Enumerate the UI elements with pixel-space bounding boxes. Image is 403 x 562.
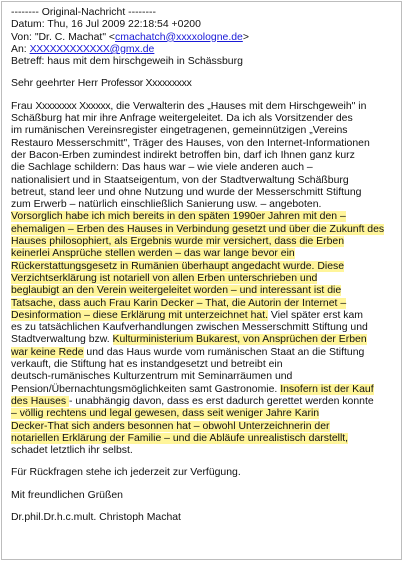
body-line: schadet letztlich ihr selbst. <box>11 445 133 457</box>
highlighted-line: Hauses philosophiert, als Ergebnis wurde mir versichert, dass die Erben <box>11 236 344 248</box>
body-line: zum Erwerb – natürlich einschließlich Sanierung usw. – angeboten. <box>11 199 322 211</box>
redacted-name: Xxxxxxxx Xxxxxx <box>35 100 111 112</box>
body-line: war keine Rede und das Haus wurde vom rumänischen Staat an die Stiftung <box>11 346 365 358</box>
to-label: An: <box>11 43 27 55</box>
body-line: Schäßburg hat mir ihre Anfrage weitergeleitet. Da ich als Vorsitzender des <box>11 113 353 125</box>
highlighted-line: Decker-That sich anders besonnen hat – obwohl Unterzeichnerin der <box>11 420 330 432</box>
from-line: Von: "Dr. C. Machat" <cmachatch@xxxxologne.de> <box>11 31 249 43</box>
body-line: nationalisiert und in Staatseigentum, von der Stadtverwaltung Schäßburg <box>11 174 349 186</box>
body-line: deutsch-rumänisches Kulturzentrum mit Seminarräumen und <box>11 371 293 383</box>
subject-line <box>11 56 395 68</box>
body-line: im rumänischen Vereinsregister eingetragenen, gemeinnützigen „Vereins <box>11 125 348 137</box>
highlighted-line: Rückerstattungsgesetz in Rumänien überhaupt angedacht wurde. Diese <box>11 260 345 272</box>
body-line: Frau Xxxxxxxx Xxxxxx, die Verwalterin des „Hauses mit dem Hirschgeweih" in <box>11 100 367 112</box>
highlighted-line: – völlig rechtens und legal gewesen, dass seit weniger Jahre Karin <box>11 408 320 420</box>
to-domain: @gmx.de <box>109 43 155 55</box>
body-line: Desinformation – diese Erklärung mit unterzeichnet hat. Viel später erst kam <box>11 309 363 321</box>
body-line: der Bacon-Erben zumindest indirekt betroffen bin, darf ich Ihnen ganz kurz <box>11 149 355 161</box>
body-line: Pension/Übernachtungsmöglichkeiten samt Gastronomie. Insofern ist der Kauf <box>11 383 374 395</box>
to-email-link[interactable] <box>30 44 155 55</box>
to-redacted: XXXXXXXXXXXX <box>29 43 110 55</box>
highlighted-line: ehemaligen – Erben des Hauses in Verbindung gesetzt und über die Zukunft des <box>11 223 385 235</box>
message-body <box>11 101 395 458</box>
subject-label: Betreff: <box>11 56 45 68</box>
salutation-redacted-name: Professor Xxxxxxxxx <box>100 78 192 90</box>
body-line: die Sachlage schildern: Das haus war – wie viele anderen auch – <box>11 162 313 174</box>
to-line <box>11 44 395 56</box>
date-label: Datum: <box>11 19 45 31</box>
date-value: Thu, 16 Jul 2009 22:18:54 +0200 <box>47 19 201 31</box>
original-message-separator: -------- Original-Nachricht -------- <box>11 7 156 18</box>
signature: Dr.phil.Dr.h.c.mult. Christoph Machat <box>11 511 181 523</box>
from-name: "Dr. C. Machat" <box>34 31 107 43</box>
highlighted-line: Verzichtserklärung ist notariell von allen Erben unterschrieben und <box>11 272 318 284</box>
highlighted-line: beglaubigt an den Verein weitergeleitet worden – und interessant ist die <box>11 285 342 297</box>
salutation: Sehr geehrter Herr Professor Xxxxxxxxx <box>11 78 192 90</box>
body-line: Stadtverwaltung bzw. Kulturministerium Bukarest, von Ansprüchen der Erben <box>11 334 367 346</box>
highlighted-line: keinerlei Ansprüche stellen werden – das war lange bevor ein <box>11 248 295 260</box>
body-line: verkauft, die Stiftung hat es instandgesetzt und betreibt ein <box>11 359 283 371</box>
highlighted-line: notariellen Erklärung der Familie – und die Abläufe unrealistisch darstellt, <box>11 432 349 444</box>
email-header <box>11 7 395 68</box>
body-line: betreut, stand leer und ohne Nutzung und wurde der Messerschmitt Stiftung <box>11 186 362 198</box>
closing-line: Mit freundlichen Grüßen <box>11 489 123 501</box>
body-line: Restauro Messerschmitt", Träger des Hauses, von den Internet-Informationen <box>11 137 370 149</box>
email-page <box>1 1 402 560</box>
date-line <box>11 19 395 31</box>
highlighted-line: Vorsorglich habe ich mich bereits in den späten 1990er Jahren mit den – <box>11 211 346 223</box>
from-label: Von: <box>11 31 32 43</box>
body-line: des Hauses - unabhängig davon, dass es erst dadurch gerettet werden konnte <box>11 395 374 407</box>
questions-line: Für Rückfragen stehe ich jederzeit zur Verfügung. <box>11 467 241 479</box>
body-line: es zu tatsächlichen Kaufverhandlungen zwischen Messerschmitt Stiftung und <box>11 322 368 334</box>
subject-value: haus mit dem hirschgeweih in Schässburg <box>47 56 243 68</box>
from-email-link[interactable]: cmachatch@xxxxologne.de <box>115 31 243 43</box>
highlighted-line: Tatsache, dass auch Frau Karin Decker – That, die Autorin der Internet – <box>11 297 347 309</box>
